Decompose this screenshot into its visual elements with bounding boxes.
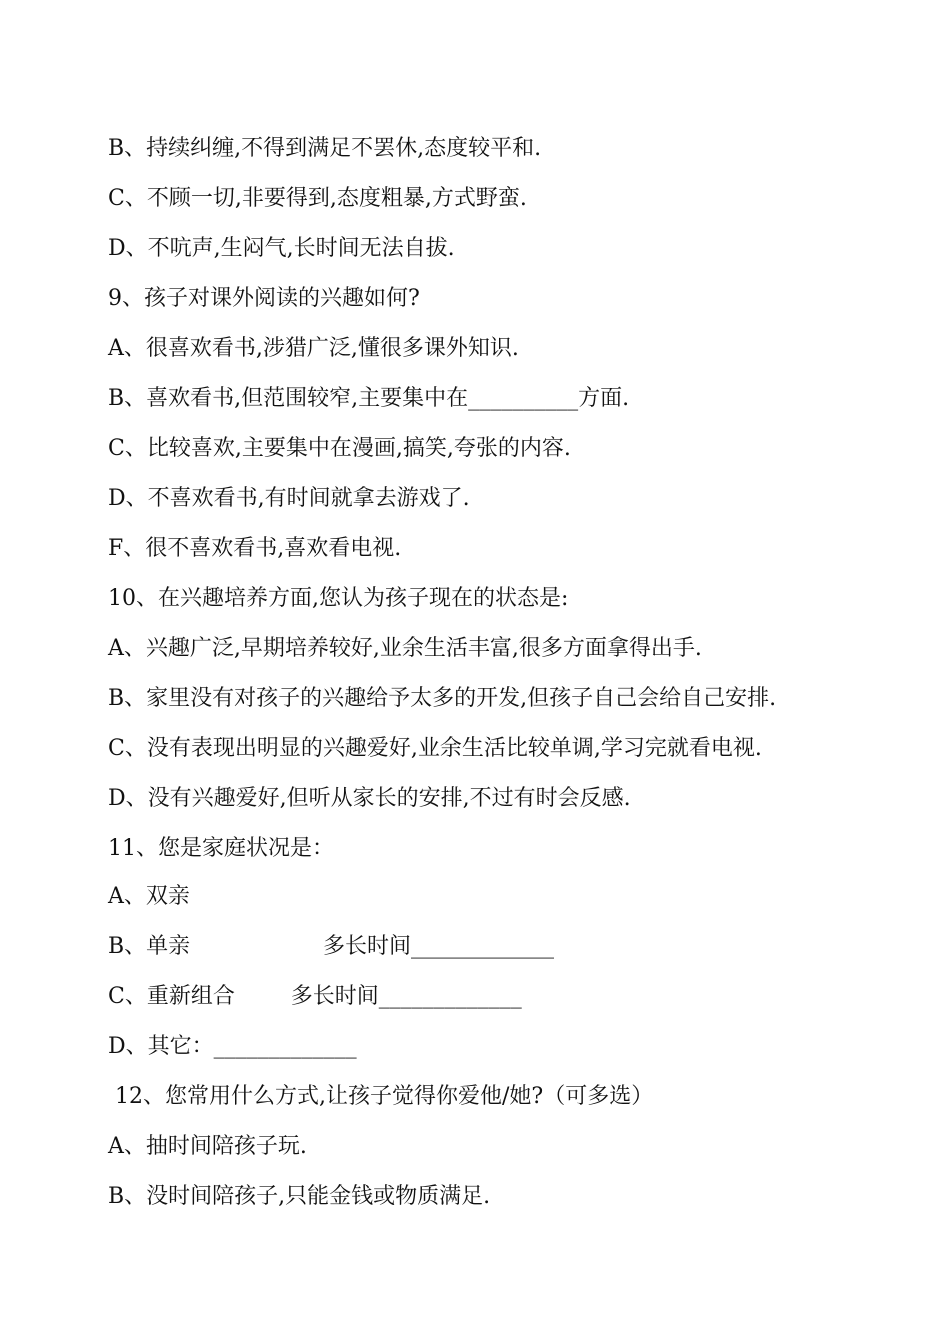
option-12b: B、没时间陪孩子,只能金钱或物质满足. — [108, 1184, 491, 1209]
option-8d: D、不吭声,生闷气,长时间无法自拔. — [108, 236, 455, 261]
option-8c: C、不顾一切,非要得到,态度粗暴,方式野蛮. — [108, 186, 527, 211]
option-9b: B、喜欢看书,但范围较窄,主要集中在__________方面. — [108, 386, 630, 411]
option-11b: B、单亲 多长时间_____________ — [108, 934, 555, 959]
option-11a: A、双亲 — [108, 884, 190, 909]
question-11: 11、您是家庭状况是： — [108, 836, 334, 861]
option-10a: A、兴趣广泛,早期培养较好,业余生活丰富,很多方面拿得出手. — [108, 636, 702, 661]
option-10b: B、家里没有对孩子的兴趣给予太多的开发,但孩子自己会给自己安排. — [108, 686, 777, 711]
option-10d: D、没有兴趣爱好,但听从家长的安排,不过有时会反感. — [108, 786, 631, 811]
option-9f: F、很不喜欢看书,喜欢看电视. — [108, 536, 402, 561]
option-9c: C、比较喜欢,主要集中在漫画,搞笑,夸张的内容. — [108, 436, 571, 461]
option-11c: C、重新组合 多长时间_____________ — [108, 984, 522, 1009]
question-9: 9、孩子对课外阅读的兴趣如何? — [108, 286, 420, 311]
question-10: 10、在兴趣培养方面,您认为孩子现在的状态是: — [108, 586, 569, 611]
option-9d: D、不喜欢看书,有时间就拿去游戏了. — [108, 486, 470, 511]
option-10c: C、没有表现出明显的兴趣爱好,业余生活比较单调,学习完就看电视. — [108, 736, 762, 761]
option-8b: B、持续纠缠,不得到满足不罢休,态度较平和. — [108, 136, 542, 161]
option-9a: A、很喜欢看书,涉猎广泛,懂很多课外知识. — [108, 336, 519, 361]
option-12a: A、抽时间陪孩子玩. — [108, 1134, 307, 1159]
option-11d: D、其它：_____________ — [108, 1034, 357, 1059]
question-12: 12、您常用什么方式,让孩子觉得你爱他/她?（可多选） — [108, 1084, 654, 1109]
